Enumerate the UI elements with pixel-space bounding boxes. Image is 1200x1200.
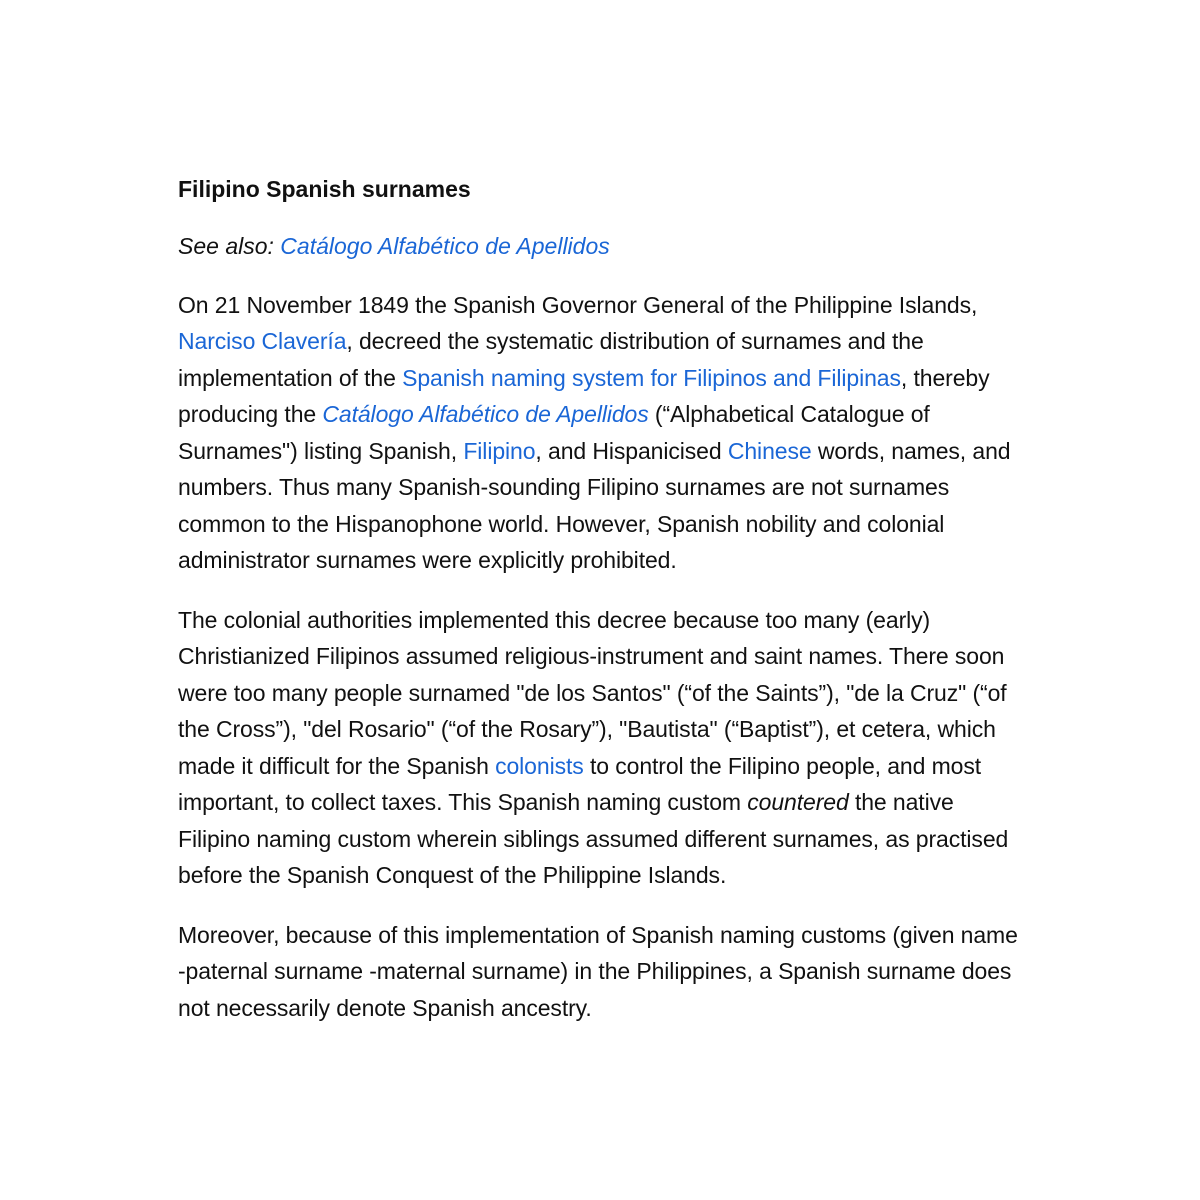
- paragraph-ancestry: [178, 917, 1028, 1027]
- p1-text-4: (“Alphabetical Catalogue of Surnames") listing Spanish,: [178, 401, 930, 464]
- link-spanish-naming-system[interactable]: Spanish naming system for Filipinos and Filipinas: [402, 364, 901, 391]
- see-also-link-catalogo[interactable]: Catálogo Alfabético de Apellidos: [280, 233, 610, 259]
- link-catalogo-text: Catálogo Alfabético de Apellidos: [322, 401, 649, 427]
- link-colonists[interactable]: colonists: [495, 752, 584, 779]
- link-chinese[interactable]: Chinese: [727, 437, 812, 464]
- link-filipino[interactable]: Filipino: [463, 437, 536, 464]
- p2-text-2: to control the Filipino people, and most important, to collect taxes. This Spanish naming custom: [178, 752, 982, 815]
- p1-text-5: , and Hispanicised: [535, 437, 728, 464]
- paragraph-reasons: [178, 602, 1028, 894]
- link-narciso-claveria[interactable]: Narciso Clavería: [178, 328, 347, 354]
- see-also-prefix: See also:: [178, 233, 274, 259]
- article-body: [178, 170, 1028, 1049]
- p2-text-3: the native Filipino naming custom wherein siblings assumed different surnames, as practised before the Spanish Conquest of the Philippine Islands.: [178, 789, 1009, 888]
- p3-text-1: Moreover, because of this implementation of Spanish naming customs (given name -paternal surname -maternal surname) in the Philippines, a Spanish surname does not necessarily denote Spanish ancestry.: [178, 921, 1018, 1021]
- p1-text-3: , thereby producing the: [178, 364, 990, 427]
- section-heading: Filipino Spanish surnames: [178, 176, 471, 202]
- p1-text-6: words, names, and numbers. Thus many Spanish-sounding Filipino surnames are not surnames common to the Hispanophone world. However, Spanish nobility and colonial administrator surnames were explicitly prohibited.: [178, 437, 1011, 573]
- see-also-note: [178, 228, 1028, 265]
- p1-text-2: , decreed the systematic distribution of surnames and the implementation of the: [178, 328, 924, 391]
- p2-text-1: The colonial authorities implemented this decree because too many (early) Christianized Filipinos assumed religious-instrument and saint names. There soon were too many people surnamed "de los Santos" (“of the Saints”), "de la Cruz" (“of the Cross”), "del Rosario" (“of the Rosary”), "Bautista" (“Baptist”), et cetera, which made it difficult for the Spanish: [178, 606, 1007, 779]
- link-catalogo-alfabetico[interactable]: [322, 401, 648, 427]
- p2-emphasis-countered: countered: [747, 789, 849, 815]
- p1-text-1: On 21 November 1849 the Spanish Governor General of the Philippine Islands,: [178, 291, 978, 318]
- paragraph-decree: [178, 287, 1028, 579]
